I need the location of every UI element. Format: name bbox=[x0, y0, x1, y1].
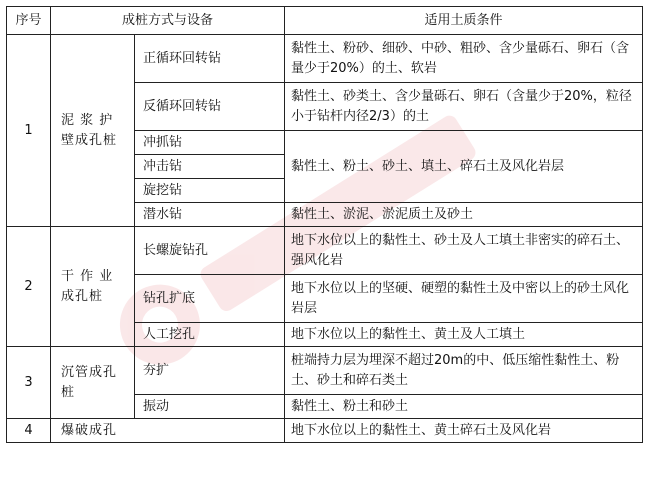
soil-cell: 黏性土、粉土、砂土、填土、碎石土及风化岩层 bbox=[285, 131, 643, 203]
method-cell: 冲击钻 bbox=[135, 155, 285, 179]
method-cell: 潜水钻 bbox=[135, 203, 285, 227]
pile-method-table bbox=[6, 6, 643, 443]
soil-cell: 桩端持力层为埋深不超过20m的中、低压缩性黏性土、粉土、砂土和碎石类土 bbox=[285, 347, 643, 395]
method-cell: 正循环回转钻 bbox=[135, 35, 285, 83]
category-cell: 爆破成孔 bbox=[51, 419, 285, 443]
soil-cell: 黏性土、粉土和砂土 bbox=[285, 395, 643, 419]
method-cell: 振动 bbox=[135, 395, 285, 419]
soil-cell: 地下水位以上的黏性土、黄土及人工填土 bbox=[285, 323, 643, 347]
row-no: 4 bbox=[7, 419, 51, 443]
method-cell: 反循环回转钻 bbox=[135, 83, 285, 131]
category-cell: 干 作 业成孔桩 bbox=[51, 227, 135, 347]
table-row bbox=[7, 419, 643, 443]
table-row bbox=[7, 347, 643, 395]
soil-cell: 黏性土、砂类土、含少量砾石、卵石（含量少于20%，粒径小于钻杆内径2/3）的土 bbox=[285, 83, 643, 131]
header-method: 成桩方式与设备 bbox=[51, 7, 285, 35]
soil-cell: 黏性土、淤泥、淤泥质土及砂土 bbox=[285, 203, 643, 227]
method-cell: 钻孔扩底 bbox=[135, 275, 285, 323]
soil-cell: 地下水位以上的黏性土、砂土及人工填土非密实的碎石土、强风化岩 bbox=[285, 227, 643, 275]
header-soil: 适用土质条件 bbox=[285, 7, 643, 35]
soil-cell: 地下水位以上的黏性土、黄土碎石土及风化岩 bbox=[285, 419, 643, 443]
soil-cell: 黏性土、粉砂、细砂、中砂、粗砂、含少量砾石、卵石（含量少于20%）的土、软岩 bbox=[285, 35, 643, 83]
category-cell: 沉管成孔桩 bbox=[51, 347, 135, 419]
category-cell: 泥 浆 护 壁成孔桩 bbox=[51, 35, 135, 227]
row-no: 1 bbox=[7, 35, 51, 227]
header-row bbox=[7, 7, 643, 35]
method-cell: 人工挖孔 bbox=[135, 323, 285, 347]
row-no: 3 bbox=[7, 347, 51, 419]
method-cell: 长螺旋钻孔 bbox=[135, 227, 285, 275]
table-row bbox=[7, 35, 643, 83]
soil-cell: 地下水位以上的坚硬、硬塑的黏性土及中密以上的砂土风化岩层 bbox=[285, 275, 643, 323]
method-cell: 旋挖钻 bbox=[135, 179, 285, 203]
method-cell: 冲抓钻 bbox=[135, 131, 285, 155]
table-row bbox=[7, 227, 643, 275]
row-no: 2 bbox=[7, 227, 51, 347]
method-cell: 夯扩 bbox=[135, 347, 285, 395]
header-no: 序号 bbox=[7, 7, 51, 35]
